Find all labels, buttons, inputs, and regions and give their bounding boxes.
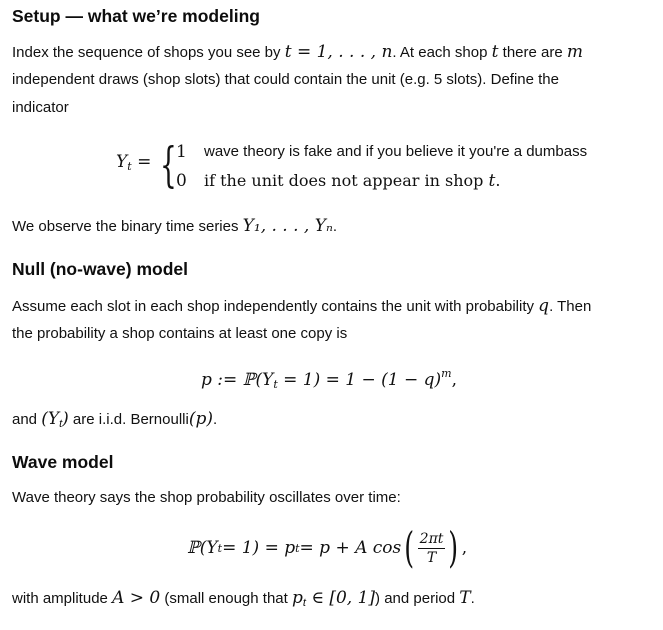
setup-paragraph-line2: independent draws (shop slots) that could contain the unit (e.g. 5 slots). Define the bbox=[12, 71, 559, 88]
math-superscript: m bbox=[441, 367, 452, 380]
text-run: . bbox=[470, 590, 475, 607]
math-subscript: t bbox=[59, 418, 63, 430]
text-run: . At each shop bbox=[392, 44, 492, 61]
math-run: A > 0 bbox=[112, 588, 161, 608]
text-run: (small enough that bbox=[160, 590, 292, 607]
text-run: with amplitude bbox=[12, 590, 113, 607]
math-run: ) bbox=[62, 409, 69, 429]
observe-line bbox=[12, 212, 337, 241]
math-run: p bbox=[291, 588, 303, 608]
wave-model-heading: Wave model bbox=[12, 452, 114, 472]
math-run: = bbox=[137, 152, 152, 172]
math-run: , bbox=[461, 538, 468, 558]
math-run: m bbox=[566, 42, 583, 62]
math-run: (Y bbox=[41, 409, 60, 429]
indicator-lhs bbox=[116, 152, 151, 173]
null-model-equation bbox=[201, 367, 457, 391]
text-run: . Then bbox=[549, 298, 592, 315]
null-model-heading: Null (no-wave) model bbox=[12, 259, 188, 279]
math-run: = 1) = 1 − (1 − q) bbox=[277, 370, 442, 390]
wave-model-line1: Wave theory says the shop probability oscillates over time: bbox=[12, 489, 401, 506]
fraction-numerator: 2πt bbox=[419, 530, 444, 547]
math-run: ℙ(Y bbox=[187, 538, 218, 558]
math-run: ∈ [0, 1] bbox=[305, 588, 376, 608]
null-model-line2: the probability a shop contains at least one copy is bbox=[12, 325, 348, 342]
math-subscript: t bbox=[295, 541, 300, 555]
math-run: T bbox=[459, 588, 471, 608]
text-run: if the unit does not appear in shop bbox=[204, 171, 489, 190]
math-run: p := ℙ(Y bbox=[201, 370, 274, 390]
math-subscript: t bbox=[273, 378, 278, 391]
text-run: We observe the binary time series bbox=[12, 218, 243, 235]
math-run: t bbox=[488, 171, 496, 191]
setup-paragraph-line1 bbox=[12, 38, 583, 67]
null-model-line1 bbox=[12, 292, 591, 321]
fraction bbox=[418, 530, 446, 567]
math-run: t = 1, . . . , n bbox=[284, 42, 393, 62]
setup-heading: Setup — what we’re modeling bbox=[12, 6, 260, 26]
case-text-1: wave theory is fake and if you believe it you're a dumbass bbox=[204, 143, 588, 160]
math-run: q bbox=[538, 296, 550, 316]
math-subscript: t bbox=[217, 541, 223, 555]
case-text-0 bbox=[204, 171, 500, 191]
setup-paragraph-line3: indicator bbox=[12, 99, 69, 116]
text-run: . bbox=[332, 218, 338, 235]
math-run: t bbox=[491, 42, 499, 62]
math-run: = 1) = p bbox=[222, 538, 296, 558]
math-run: , bbox=[451, 370, 458, 390]
text-run: there are bbox=[498, 44, 567, 61]
case-value-1: 1 bbox=[176, 142, 187, 162]
case-value-0: 0 bbox=[176, 171, 187, 191]
right-paren: ) bbox=[448, 523, 459, 572]
case-brace: { bbox=[160, 137, 177, 193]
fraction-denominator: T bbox=[426, 549, 437, 566]
left-paren: ( bbox=[404, 523, 415, 572]
text-run: ) and period bbox=[375, 590, 460, 607]
text-run: . bbox=[495, 171, 501, 190]
math-run: Y₁, . . . , Yₙ bbox=[242, 216, 333, 236]
wave-model-equation bbox=[187, 523, 468, 572]
text-run: and bbox=[12, 411, 42, 428]
text-run: Assume each slot in each shop independently contains the unit with probability bbox=[12, 298, 539, 315]
math-subscript: t bbox=[302, 597, 306, 609]
text-run: Index the sequence of shops you see by bbox=[12, 44, 285, 61]
math-subscript: t bbox=[127, 160, 132, 173]
null-model-line3 bbox=[12, 405, 217, 438]
text-run: are i.i.d. Bernoulli bbox=[68, 411, 189, 428]
math-run: = p + A cos bbox=[299, 538, 402, 558]
math-run: (p) bbox=[188, 409, 213, 429]
math-run: Y bbox=[116, 152, 128, 172]
text-run: . bbox=[212, 411, 218, 428]
wave-model-line2 bbox=[12, 584, 475, 617]
